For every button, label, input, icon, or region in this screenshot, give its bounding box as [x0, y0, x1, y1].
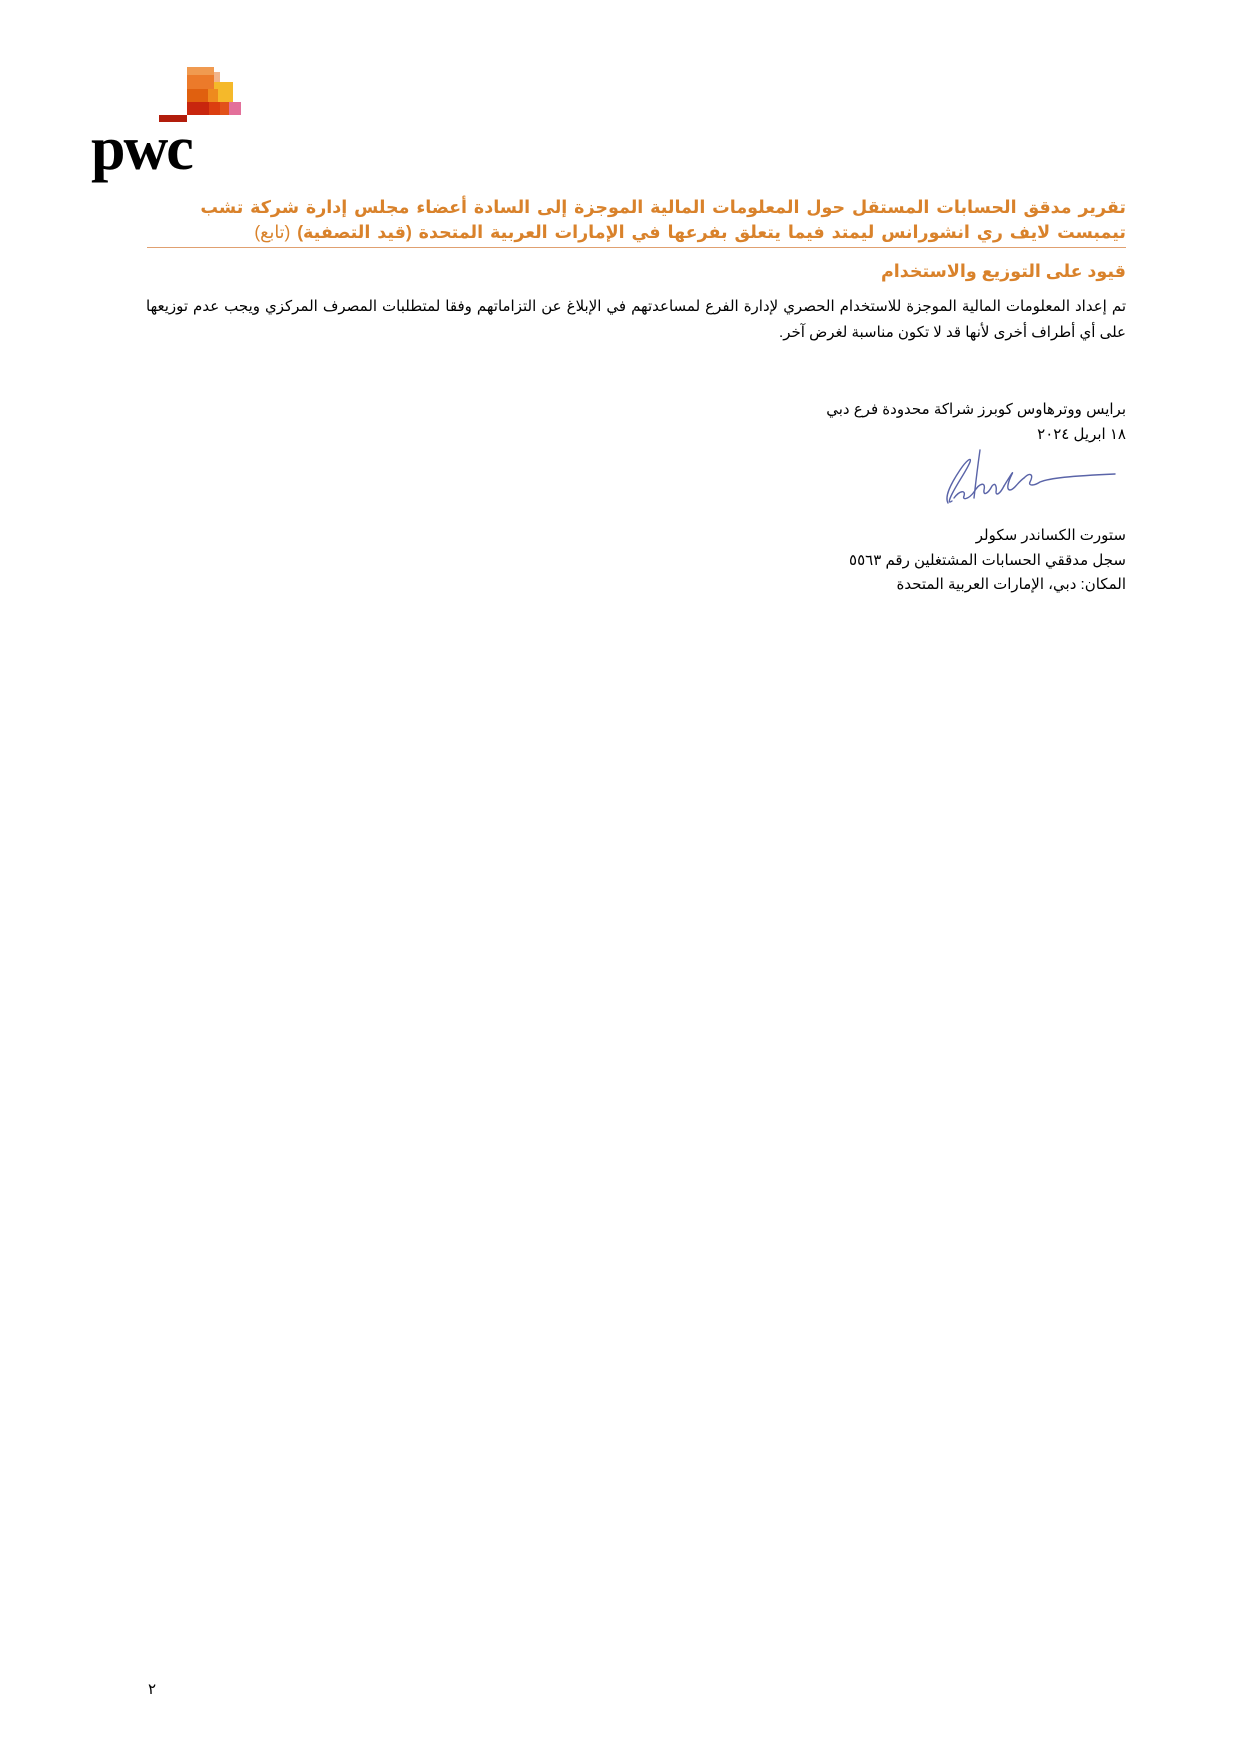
title-divider	[147, 247, 1126, 248]
report-title	[146, 195, 1126, 245]
report-date: ١٨ ابريل ٢٠٢٤	[1037, 425, 1126, 443]
section-heading: قيود على التوزيع والاستخدام	[880, 261, 1126, 281]
continued-label: (تابع)	[254, 222, 291, 242]
signature-icon	[940, 446, 1120, 508]
page-number: ٢	[148, 1681, 157, 1698]
signoff-person-block	[849, 524, 1126, 598]
signatory-name: ستورت الكساندر سكولر	[975, 527, 1126, 544]
signing-place: المكان: دبي، الإمارات العربية المتحدة	[896, 576, 1126, 593]
section-body: تم إعداد المعلومات المالية الموجزة للاستخدام الحصري لإدارة الفرع لمساعدتهم في الإبلاغ عن التزاماتهم وفقا لمتطلبات المصرف المركزي ويجب عدم توزيعها على أي أطراف أخرى لأنها قد لا تكون مناسبة لغرض آخر.	[146, 298, 1126, 341]
firm-name: برايس ووترهاوس كوبرز شراكة محدودة فرع دبي	[826, 401, 1126, 418]
report-title-text: تقرير مدقق الحسابات المستقل حول المعلومات المالية الموجزة إلى السادة أعضاء مجلس إدارة شركة تشب تيمبست لايف ري انشورانس ليمتد فيما يتعلق بفرعها في الإمارات العربية المتحدة (قيد التصفية)	[200, 197, 1126, 242]
pwc-wordmark: pwc	[91, 115, 192, 183]
signoff-firm-block	[826, 398, 1126, 447]
auditor-registration: سجل مدققي الحسابات المشتغلين رقم ٥٥٦٣	[849, 551, 1126, 569]
